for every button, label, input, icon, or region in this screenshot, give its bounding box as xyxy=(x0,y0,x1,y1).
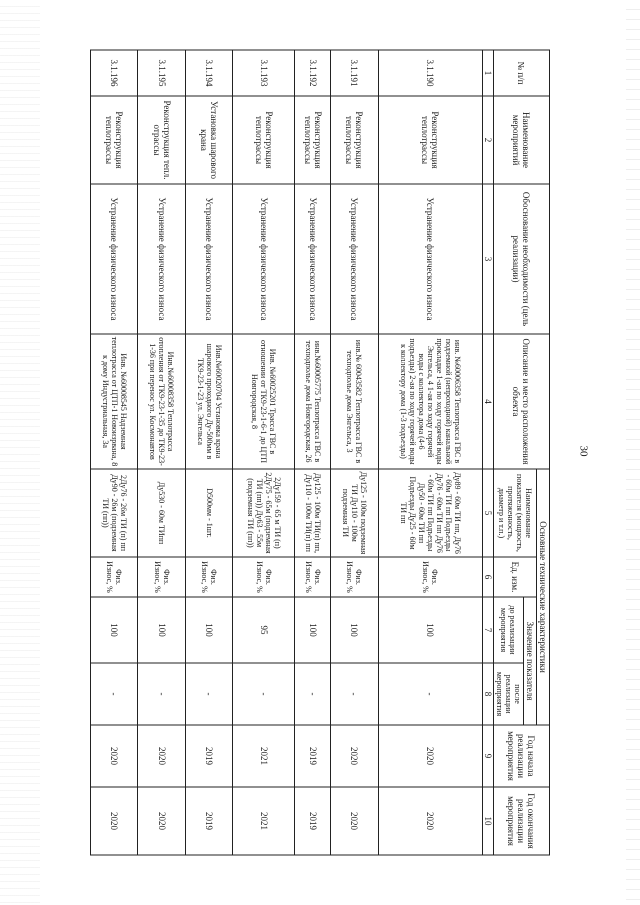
row-before: 95 xyxy=(233,597,295,663)
table-row xyxy=(331,50,378,855)
header-end-year: Год окончания реализации мероприятия xyxy=(494,787,550,855)
scan-edge-right xyxy=(626,0,640,905)
row-name: Реконструкция теплотрассы xyxy=(378,96,482,184)
row-param: 2Ду76 - 26м ТИ (п) пп Ду90 - 26м (подземная ТИ (пп)) xyxy=(91,469,138,557)
row-unit: Физ. Износ, % xyxy=(294,557,330,597)
row-desc: инв.№ 60043582 Теплотрасса ГВС в техподполье дома Энгельса, 3 xyxy=(331,334,378,469)
row-start: 2020 xyxy=(331,725,378,787)
row-end: 2020 xyxy=(331,787,378,855)
row-after: - xyxy=(91,663,138,725)
row-param: 2Ду159 - 65 м ТИ (п) 2Ду75 - 65м (подземная ТИ (пп)) Ду63 - 55м (подземная ТИ (пп)) xyxy=(233,469,295,557)
row-unit: Физ. Износ, % xyxy=(138,557,185,597)
col-number: 10 xyxy=(483,787,494,855)
row-start: 2019 xyxy=(294,725,330,787)
header-start-year: Год начала реализации мероприятия xyxy=(494,725,550,787)
row-name: Реконструкция теплотрассы xyxy=(233,96,295,184)
row-param: Ду125 - 100м подземная ТИ Ду110 - 100м подземная ТИ xyxy=(331,469,378,557)
row-before: 100 xyxy=(378,597,482,663)
row-reason: Устранение физического износа xyxy=(91,184,138,334)
table-row xyxy=(294,50,330,855)
row-after: - xyxy=(331,663,378,725)
row-after: - xyxy=(378,663,482,725)
header-before: до реализации мероприятия xyxy=(494,597,524,663)
row-reason: Устранение физического износа xyxy=(294,184,330,334)
header-reason: Обоснование необходимости (цель реализации) xyxy=(494,184,550,334)
row-end: 2020 xyxy=(378,787,482,855)
page-number: 30 xyxy=(577,445,590,457)
row-desc: Инв. №60025201 Трасса ГВС в отношении от ТК9-23-1-6-1 до ЦТП Новгородская, 8 xyxy=(233,334,295,469)
row-desc: Инв.№60008358 Теплотрасса отопления от ТК9-23-1-35 до ТК9-23-1-36 при перенос ул. Космонавтов xyxy=(138,334,185,469)
row-start: 2020 xyxy=(91,725,138,787)
row-desc: инв. №60006358 Теплотрасса ГВС в подземной (непроходной) канальной прокладке 1-ая по ходу горячей воды Энгельса, 4 1-ая по ходу горячей воды с коллектора дома (4-6 подъезды) 2-ая по ходу горячей воды к коллектору дома (1-3 подъезды) xyxy=(378,334,482,469)
row-after: - xyxy=(233,663,295,725)
row-reason: Устранение физического износа xyxy=(378,184,482,334)
row-num: 3.1.192 xyxy=(294,50,330,96)
row-unit: Физ. Износ, % xyxy=(185,557,232,597)
row-before: 100 xyxy=(331,597,378,663)
row-unit: Физ. Износ, % xyxy=(331,557,378,597)
row-reason: Устранение физического износа xyxy=(138,184,185,334)
row-param: Ду89 - 60м ТИ пп, Ду76 - 60м ТИ пп Подъезды Ду76 - 60м ТИ пп Ду76 - 60м ТИ пп Подъезды Ду50 - 60м ТИ пп Подъезды Ду25 - 60м ТИ пп xyxy=(378,469,482,557)
row-desc: Инв.№60020704 Установка крана шарового проходного Ду-500мм в ТК9-23-1-23 ул. Энгельса xyxy=(185,334,232,469)
header-unit: Ед. изм. xyxy=(494,557,537,597)
row-name: Реконструкция теплотрассы xyxy=(294,96,330,184)
row-before: 100 xyxy=(91,597,138,663)
row-after: - xyxy=(185,663,232,725)
row-name: Реконструкция теплотрассы xyxy=(91,96,138,184)
row-reason: Устранение физического износа xyxy=(185,184,232,334)
col-number: 8 xyxy=(483,663,494,725)
row-num: 3.1.193 xyxy=(233,50,295,96)
row-param: Ду530 - 60м ТИпп xyxy=(138,469,185,557)
header-tech-group: Основные технические характеристики xyxy=(537,469,550,725)
row-desc: инв.№60005775 Теплотрасса ГВС в техподполье дома Новгородская, 26 xyxy=(294,334,330,469)
row-after: - xyxy=(138,663,185,725)
rotated-table-wrapper xyxy=(90,50,550,855)
row-unit: Физ. Износ, % xyxy=(378,557,482,597)
row-end: 2020 xyxy=(138,787,185,855)
col-number: 6 xyxy=(483,557,494,597)
row-name: Реконструкция теплотрассы xyxy=(331,96,378,184)
row-start: 2021 xyxy=(233,725,295,787)
header-desc: Описание и место расположения объекта xyxy=(494,334,550,469)
table-row xyxy=(378,50,482,855)
row-end: 2019 xyxy=(294,787,330,855)
row-desc: Инв. №60008545 Надземная теплотрасса от ЦТП-1 Новоизрвана, 8 к дому Индустриальная, 3a xyxy=(91,334,138,469)
header-param: Наименование показателя (мощность, протяженность, диаметр и т.п.) xyxy=(494,469,537,557)
measures-table xyxy=(90,50,550,856)
row-num: 3.1.194 xyxy=(185,50,232,96)
row-name: Реконструкция тепл. отрассы xyxy=(138,96,185,184)
row-reason: Устранение физического износа xyxy=(233,184,295,334)
row-num: 3.1.196 xyxy=(91,50,138,96)
row-before: 100 xyxy=(294,597,330,663)
table-row xyxy=(91,50,138,855)
row-param: Ду125 - 100м ТИ(п) пп, Ду110 - 100м ТИ(п) пп xyxy=(294,469,330,557)
scan-edge-left xyxy=(0,0,40,905)
row-before: 100 xyxy=(138,597,185,663)
col-number: 5 xyxy=(483,469,494,557)
row-unit: Физ. Износ, % xyxy=(91,557,138,597)
col-number: 7 xyxy=(483,597,494,663)
row-start: 2020 xyxy=(378,725,482,787)
row-end: 2019 xyxy=(185,787,232,855)
row-name: Установка шарового крана xyxy=(185,96,232,184)
row-end: 2020 xyxy=(91,787,138,855)
row-after: - xyxy=(294,663,330,725)
table-row xyxy=(138,50,185,855)
row-param: D500мм - 1шт. xyxy=(185,469,232,557)
row-end: 2021 xyxy=(233,787,295,855)
header-num: № п/п xyxy=(494,50,550,96)
row-start: 2019 xyxy=(185,725,232,787)
table-row xyxy=(233,50,295,855)
row-reason: Устранение физического износа xyxy=(331,184,378,334)
row-num: 3.1.195 xyxy=(138,50,185,96)
col-number: 2 xyxy=(483,96,494,184)
col-number: 4 xyxy=(483,334,494,469)
row-unit: Физ. Износ, % xyxy=(233,557,295,597)
header-name: Наименование мероприятий xyxy=(494,96,550,184)
row-num: 3.1.191 xyxy=(331,50,378,96)
row-num: 3.1.190 xyxy=(378,50,482,96)
col-number: 3 xyxy=(483,184,494,334)
table-row xyxy=(185,50,232,855)
row-start: 2020 xyxy=(138,725,185,787)
column-number-row xyxy=(483,50,494,855)
col-number: 9 xyxy=(483,725,494,787)
header-values-group: Значение показателя xyxy=(524,597,537,725)
col-number: 1 xyxy=(483,50,494,96)
header-after: после реализации мероприятия xyxy=(494,663,524,725)
row-before: 100 xyxy=(185,597,232,663)
